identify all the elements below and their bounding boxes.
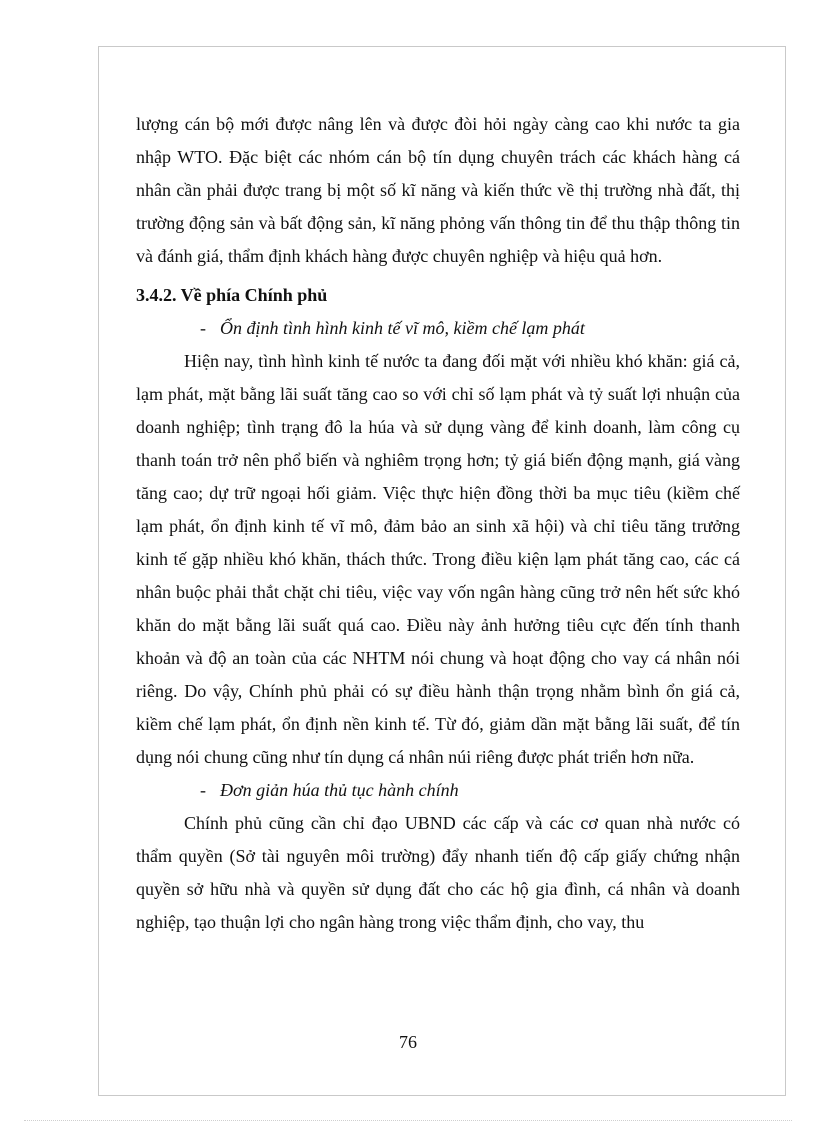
- section-heading: 3.4.2. Về phía Chính phủ: [136, 285, 328, 305]
- paragraph-government: Chính phủ cũng cần chỉ đạo UBND các cấp và các cơ quan nhà nước có thẩm quyền (Sở tài nguyên môi trường) đẩy nhanh tiến độ cấp giấy chứng nhận quyền sở hữu nhà và quyền sử dụng đất cho các hộ gia đình, cá nhân và doanh nghiệp, tạo thuận lợi cho ngân hàng trong việc thẩm định, cho vay, thu: [136, 813, 740, 932]
- bullet-item-admin-procedures: [136, 774, 740, 807]
- page-number: 76: [399, 1032, 417, 1052]
- document-body: [136, 108, 740, 939]
- bullet-dash: -: [200, 318, 206, 338]
- paragraph-economy: Hiện nay, tình hình kinh tế nước ta đang đối mặt với nhiều khó khăn: giá cả, lạm phát, mặt bằng lãi suất tăng cao so với chỉ số lạm phát và tỷ suất lợi nhuận của doanh nghiệp; tình trạng đô la húa và sử dụng vàng để kinh doanh, làm công cụ thanh toán trở nên phổ biến và nghiêm trọng hơn; tỷ giá biến động mạnh, giá vàng tăng cao; dự trữ ngoại hối giảm. Việc thực hiện đồng thời ba mục tiêu (kiềm chế lạm phát, ổn định kinh tế vĩ mô, đảm bảo an sinh xã hội) và chỉ tiêu tăng trưởng kinh tế gặp nhiều khó khăn, thách thức. Trong điều kiện lạm phát tăng cao, các cá nhân buộc phải thắt chặt chi tiêu, việc vay vốn ngân hàng cũng trở nên hết sức khó khăn do mặt bằng lãi suất quá cao. Điều này ảnh hưởng tiêu cực đến tính thanh khoản và độ an toàn của các NHTM nói chung và hoạt động cho vay cá nhân nói riêng. Do vậy, Chính phủ phải có sự điều hành thận trọng nhằm bình ổn giá cả, kiềm chế lạm phát, ổn định nền kinh tế. Từ đó, giảm dần mặt bằng lãi suất, để tín dụng nói chung cũng như tín dụng cá nhân núi riêng được phát triển hơn nữa.: [136, 351, 740, 767]
- bullet-item-macro-stability: [136, 312, 740, 345]
- page-bottom-divider: [24, 1120, 792, 1121]
- bullet-text: Đơn giản húa thủ tục hành chính: [220, 780, 459, 800]
- bullet-dash: -: [200, 780, 206, 800]
- paragraph-continued: lượng cán bộ mới được nâng lên và được đòi hỏi ngày càng cao khi nước ta gia nhập WTO. Đặc biệt các nhóm cán bộ tín dụng chuyên trách các khách hàng cá nhân cần phải được trang bị một số kĩ năng và kiến thức về thị trường nhà đất, thị trường động sản và bất động sản, kĩ năng phỏng vấn thông tin để thu thập thông tin và đánh giá, thẩm định khách hàng được chuyên nghiệp và hiệu quả hơn.: [136, 114, 740, 266]
- bullet-text: Ổn định tình hình kinh tế vĩ mô, kiềm chế lạm phát: [220, 318, 585, 338]
